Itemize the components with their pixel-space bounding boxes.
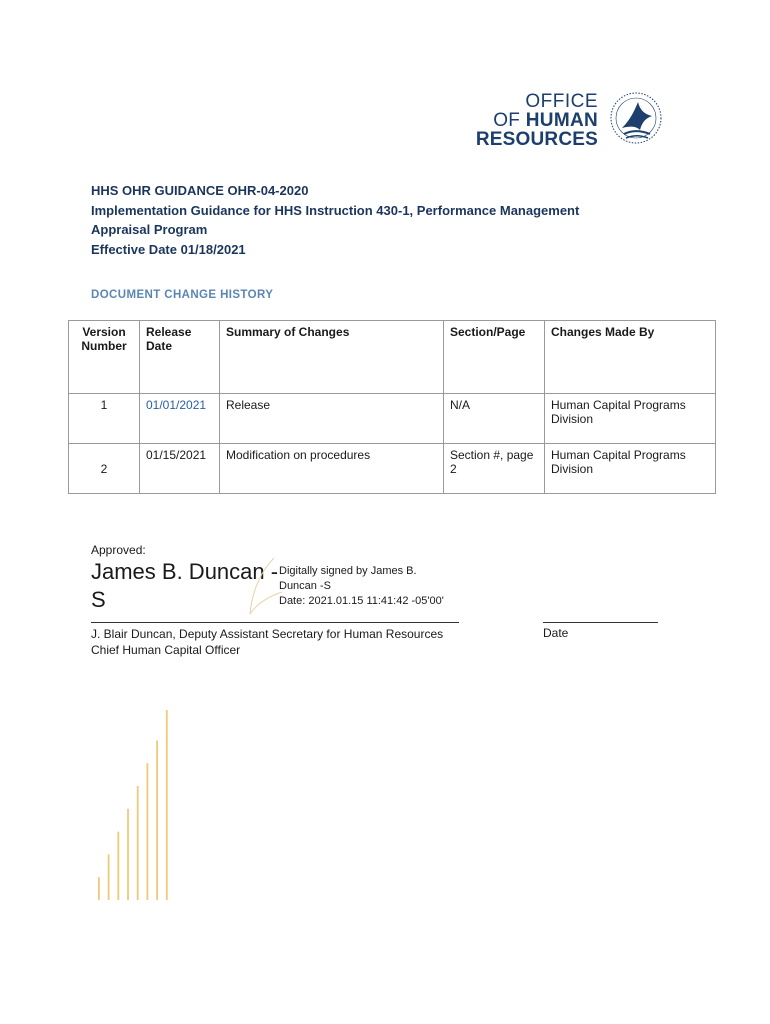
decorative-bar <box>117 832 119 900</box>
digital-signed-date: Date: 2021.01.15 11:41:42 -05'00' <box>279 595 444 607</box>
header-version: Version Number <box>69 321 140 394</box>
header-changes-by: Changes Made By <box>545 321 716 394</box>
signer-title: J. Blair Duncan, Deputy Assistant Secretary for Human Resources <box>91 627 444 641</box>
cell-changes-by: Human Capital Programs Division <box>545 444 716 494</box>
cell-version: 2 <box>69 444 140 494</box>
cell-release-date: 01/01/2021 <box>140 394 220 444</box>
digital-signature-details <box>279 564 444 609</box>
decorative-bar <box>127 809 129 900</box>
signer-role: Chief Human Capital Officer <box>91 643 241 657</box>
change-history-table <box>68 320 716 494</box>
signature-flourish-icon <box>244 556 284 618</box>
logo-human: HUMAN <box>525 110 598 131</box>
cell-section-page: Section #, page 2 <box>444 444 545 494</box>
logo-text <box>476 92 598 149</box>
table-row <box>69 394 716 444</box>
document-title-line1: Implementation Guidance for HHS Instruction 430-1, Performance Management <box>91 202 580 218</box>
decorative-bar <box>98 877 100 900</box>
date-label: Date <box>543 626 569 640</box>
cell-summary: Release <box>220 394 444 444</box>
cell-section-page: N/A <box>444 394 545 444</box>
signature-line <box>91 622 459 623</box>
logo-line-office: OFFICE <box>525 91 598 112</box>
digital-signed-name: Duncan -S <box>279 580 331 592</box>
document-header <box>91 181 579 259</box>
table-header-row <box>69 321 716 394</box>
logo-line-of-human <box>476 111 598 130</box>
logo-line-resources: RESOURCES <box>475 129 598 150</box>
guidance-number: HHS OHR GUIDANCE OHR-04-2020 <box>91 183 309 198</box>
approved-label: Approved: <box>91 543 146 557</box>
cell-summary: Modification on procedures <box>220 444 444 494</box>
table-row <box>69 444 716 494</box>
cell-changes-by: Human Capital Programs Division <box>545 394 716 444</box>
cell-version: 1 <box>69 394 140 444</box>
header-summary: Summary of Changes <box>220 321 444 394</box>
decorative-bar <box>108 854 110 900</box>
effective-date: Effective Date 01/18/2021 <box>91 241 246 257</box>
header-release-date: Release Date <box>140 321 220 394</box>
logo-of: OF <box>493 110 521 131</box>
document-title-line2: Appraisal Program <box>91 222 208 237</box>
hhs-eagle-seal-icon <box>608 90 664 146</box>
date-line <box>543 622 658 623</box>
office-logo <box>470 88 670 152</box>
decorative-bar <box>137 786 139 900</box>
signature-line2: S <box>91 587 106 612</box>
cell-release-date: 01/15/2021 <box>140 444 220 494</box>
section-title: DOCUMENT CHANGE HISTORY <box>91 289 274 301</box>
decorative-bars <box>95 705 175 900</box>
decorative-bar <box>166 710 168 900</box>
signer-info <box>91 626 443 658</box>
header-section-page: Section/Page <box>444 321 545 394</box>
decorative-bar <box>147 763 149 900</box>
signature-line1: James B. Duncan - <box>91 559 279 584</box>
digital-signed-by: Digitally signed by James B. <box>279 565 417 577</box>
decorative-bar <box>156 740 158 900</box>
